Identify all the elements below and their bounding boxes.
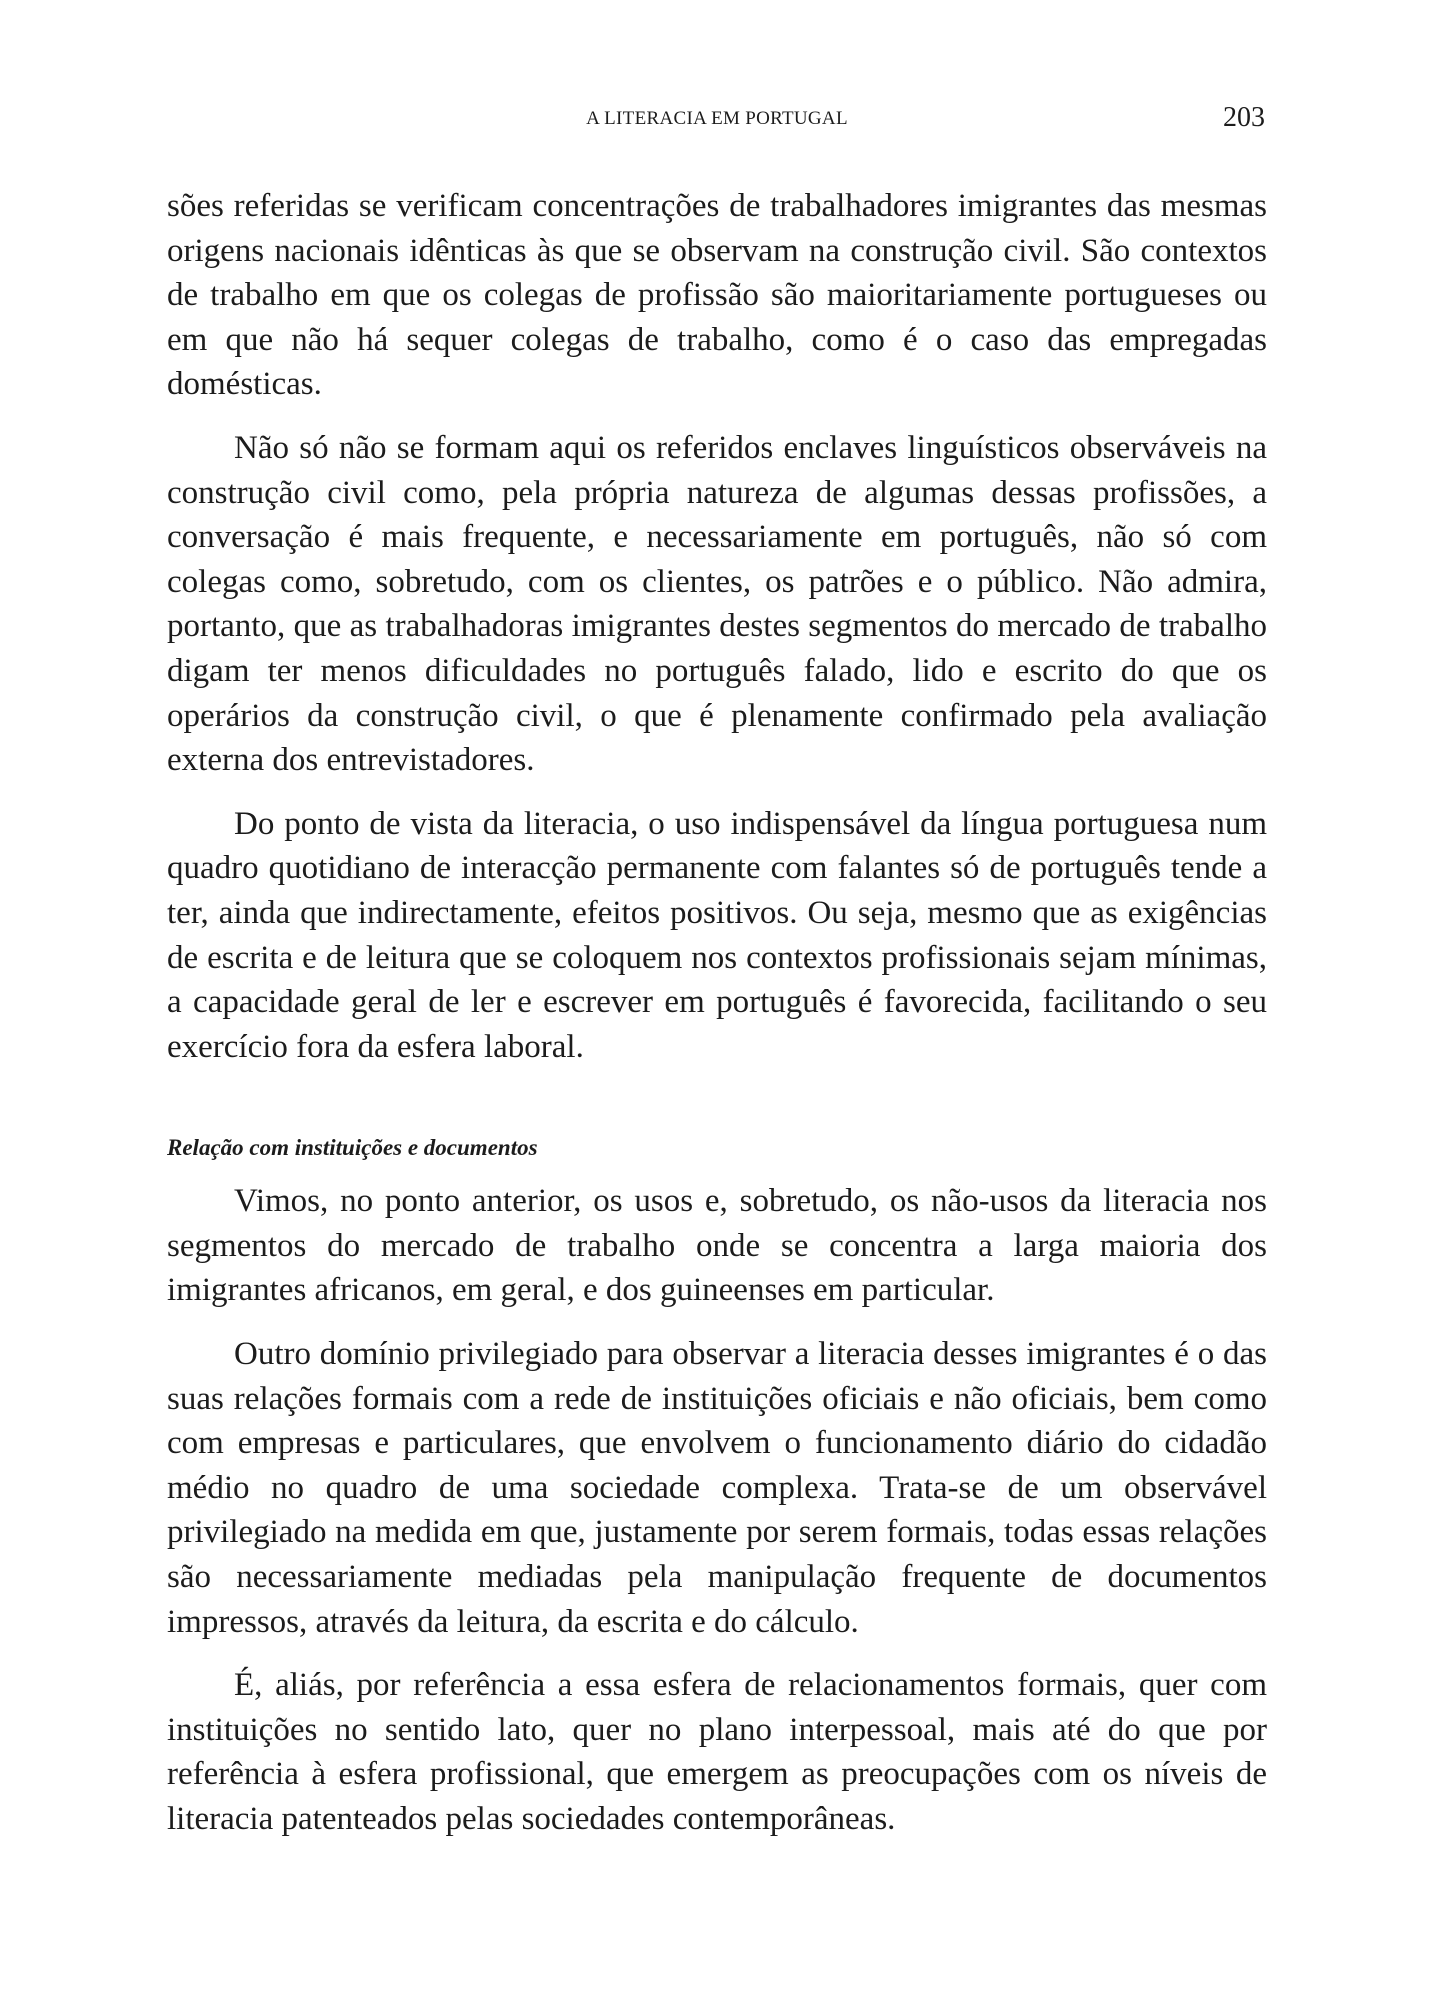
paragraph: Vimos, no ponto anterior, os usos e, sobretudo, os não-usos da literacia nos segmentos do mercado de trabalho onde se concentra a larga maioria dos imigrantes africanos, em geral, e dos guineenses em particular.: [167, 1183, 1267, 1309]
paragraph-continued: sões referidas se verificam concentrações de trabalhadores imigrantes das mesmas origens nacionais idênticas às que se observam na construção civil. São contextos de trabalho em que os colegas de profissão são maioritariamente portugueses ou em que não há sequer colegas de trabalho, como é o caso das empregadas domésticas.: [167, 188, 1267, 403]
body-text: [167, 184, 1267, 1842]
book-page: [167, 98, 1267, 1842]
page-number: 203: [1223, 102, 1265, 133]
paragraph: É, aliás, por referência a essa esfera de relacionamentos formais, quer com instituições no sentido lato, quer no plano interpessoal, mais até do que por referência à esfera profissional, que emergem as preocupações com os níveis de literacia patenteados pelas sociedades contemporâneas.: [167, 1667, 1267, 1837]
section-heading: Relação com instituições e documentos: [167, 1135, 538, 1161]
paragraph: Outro domínio privilegiado para observar a literacia desses imigrantes é o das suas relações formais com a rede de instituições oficiais e não oficiais, bem como com empresas e particulares, que envolvem o funcionamento diário do cidadão médio no quadro de uma sociedade complexa. Trata-se de um observável privilegiado na medida em que, justamente por serem formais, todas essas relações são necessariamente mediadas pela manipulação frequente de documentos impressos, através da leitura, da escrita e do cálculo.: [167, 1336, 1267, 1640]
paragraph: Não só não se formam aqui os referidos enclaves linguísticos observáveis na construção civil como, pela própria natureza de algumas dessas profissões, a conversação é mais frequente, e necessariamente em português, não só com colegas como, sobretudo, com os clientes, os patrões e o público. Não admira, portanto, que as trabalhadoras imigrantes destes segmentos do mercado de trabalho digam ter menos dificuldades no português falado, lido e escrito do que os operários da construção civil, o que é plenamente confirmado pela avaliação externa dos entrevistadores.: [167, 429, 1267, 779]
running-head: [167, 98, 1267, 146]
paragraph: Do ponto de vista da literacia, o uso indispensável da língua portuguesa num quadro quotidiano de interacção permanente com falantes só de português tende a ter, ainda que indirectamente, efeitos positivos. Ou seja, mesmo que as exigências de escrita e de leitura que se coloquem nos contextos profissionais sejam mínimas, a capacidade geral de ler e escrever em português é favorecida, facilitando o seu exercício fora da esfera laboral.: [167, 805, 1267, 1065]
running-title: A LITERACIA EM PORTUGAL: [586, 108, 848, 129]
